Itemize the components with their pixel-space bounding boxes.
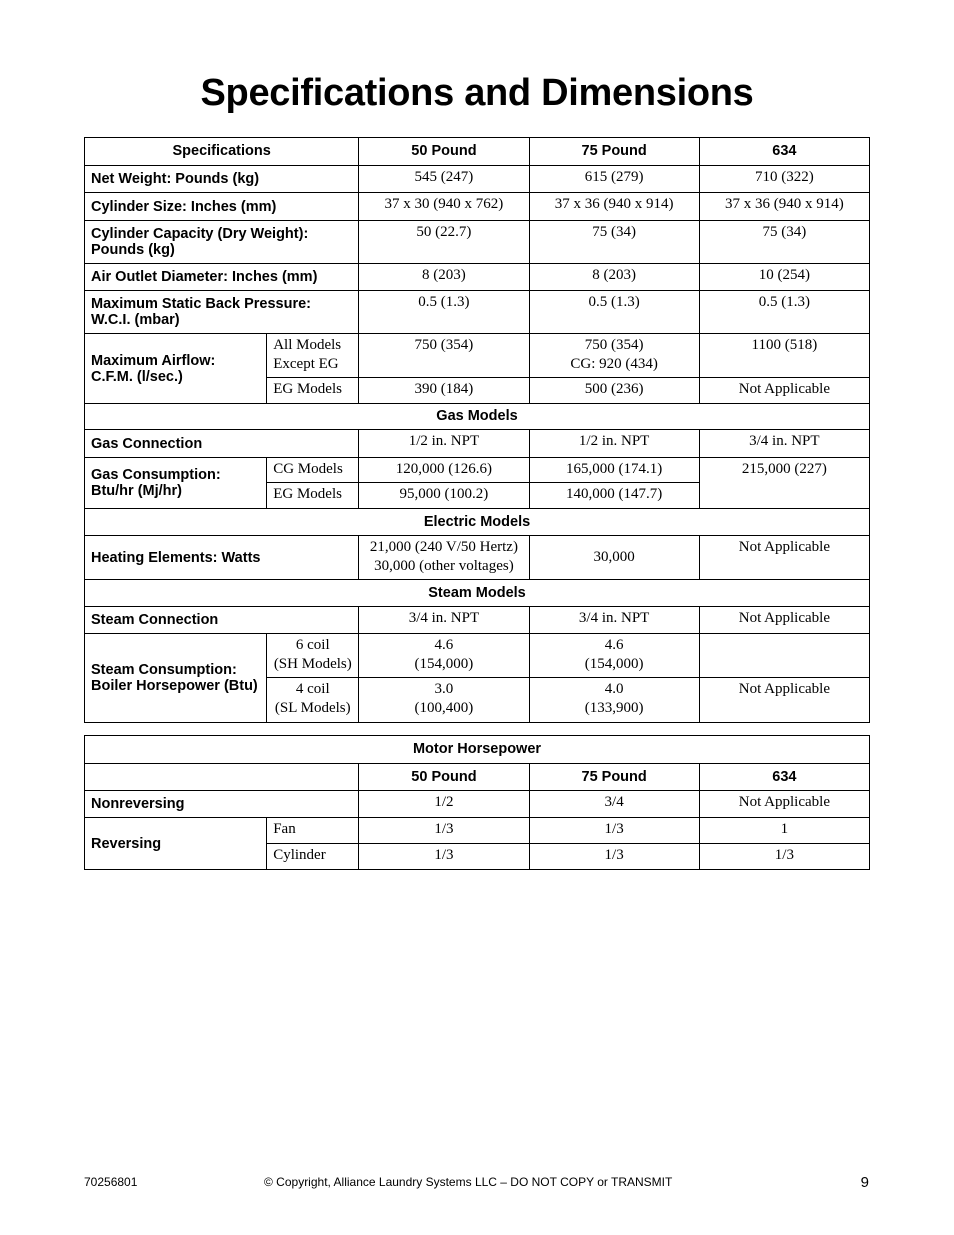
header-634: 634 [699, 138, 869, 166]
cell-line: 4.6 [434, 637, 454, 653]
cell-value: 10 (254) [699, 264, 869, 291]
cell-value: 1/2 in. NPT [529, 430, 699, 458]
specifications-table [84, 137, 870, 723]
cell-value: 37 x 36 (940 x 914) [529, 193, 699, 221]
sub-label [267, 334, 359, 378]
motor-horsepower-table [84, 735, 870, 870]
table-row [85, 334, 870, 378]
cell-value [359, 678, 529, 723]
cell-value [529, 634, 699, 678]
cell-line: (154,000) [414, 656, 474, 672]
header-specifications: Specifications [85, 138, 359, 166]
table-row [85, 430, 870, 458]
cell-line: 4.0 [604, 681, 624, 697]
cell-value: 1/3 [529, 818, 699, 844]
cell-value: 120,000 (126.6) [359, 458, 529, 483]
section-row [85, 509, 870, 536]
row-label: Cylinder Size: Inches (mm) [85, 193, 359, 221]
cell-value: Not Applicable [699, 536, 869, 580]
footer-doc-number: 70256801 [84, 1175, 138, 1189]
cell-line: 3.0 [434, 681, 454, 697]
row-label: Reversing [85, 818, 267, 870]
section-row [85, 736, 870, 764]
table-row [85, 458, 870, 483]
row-label: Maximum Airflow: C.F.M. (l/sec.) [85, 334, 267, 404]
cell-value [359, 634, 529, 678]
cell-value: 615 (279) [529, 166, 699, 193]
table-row [85, 221, 870, 264]
section-heading-gas: Gas Models [85, 404, 870, 430]
cell-value: 37 x 30 (940 x 762) [359, 193, 529, 221]
cell-value: 140,000 (147.7) [529, 483, 699, 509]
table-row [85, 193, 870, 221]
cell-value: 3/4 [529, 791, 699, 818]
cell-value: 75 (34) [699, 221, 869, 264]
cell-value: 1/2 in. NPT [359, 430, 529, 458]
table-row [85, 536, 870, 580]
cell-value: 390 (184) [359, 378, 529, 404]
cell-value [699, 634, 869, 678]
sub-label: Cylinder [267, 844, 359, 870]
cell-value: 1 [699, 818, 869, 844]
sub-label-line: Except EG [273, 356, 339, 372]
table-header-row [85, 764, 870, 791]
cell-value [529, 678, 699, 723]
cell-value: 1100 (518) [699, 334, 869, 378]
cell-value: 750 (354) [359, 334, 529, 378]
row-label: Steam Consumption: Boiler Horsepower (Btu) [85, 634, 267, 723]
cell-value: Not Applicable [699, 607, 869, 634]
cell-line: (133,900) [584, 700, 644, 716]
cell-value: 1/3 [529, 844, 699, 870]
header-empty [85, 764, 359, 791]
cell-value: 1/3 [699, 844, 869, 870]
cell-line: 750 (354) [584, 337, 644, 353]
table-row [85, 291, 870, 334]
cell-value: 30,000 [529, 536, 699, 580]
row-label: Maximum Static Back Pressure: W.C.I. (mbar) [85, 291, 359, 334]
sub-label-line: (SH Models) [273, 656, 352, 672]
cell-line: 4.6 [604, 637, 624, 653]
cell-value: Not Applicable [699, 378, 869, 404]
cell-value: 3/4 in. NPT [529, 607, 699, 634]
cell-line: 21,000 (240 V/50 Hertz) [369, 539, 518, 555]
section-row [85, 404, 870, 430]
sub-label-line: (SL Models) [274, 700, 351, 716]
table-row [85, 264, 870, 291]
cell-value: 1/3 [359, 844, 529, 870]
cell-line: (100,400) [414, 700, 474, 716]
cell-value: 710 (322) [699, 166, 869, 193]
row-label: Air Outlet Diameter: Inches (mm) [85, 264, 359, 291]
cell-line: (154,000) [584, 656, 644, 672]
table-row [85, 791, 870, 818]
sub-label: EG Models [267, 378, 359, 404]
footer-copyright: © Copyright, Alliance Laundry Systems LLC – DO NOT COPY or TRANSMIT [264, 1175, 673, 1189]
sub-label [267, 678, 359, 723]
section-heading-steam: Steam Models [85, 580, 870, 607]
table-row [85, 818, 870, 844]
cell-value: 500 (236) [529, 378, 699, 404]
row-label: Steam Connection [85, 607, 359, 634]
table-header-row [85, 138, 870, 166]
header-50-pound: 50 Pound [359, 764, 529, 791]
page-title: Specifications and Dimensions [200, 72, 754, 114]
cell-value: 37 x 36 (940 x 914) [699, 193, 869, 221]
header-50-pound: 50 Pound [359, 138, 529, 166]
header-75-pound: 75 Pound [529, 764, 699, 791]
sub-label: CG Models [267, 458, 359, 483]
header-75-pound: 75 Pound [529, 138, 699, 166]
cell-value: 95,000 (100.2) [359, 483, 529, 509]
cell-value: 1/3 [359, 818, 529, 844]
row-label: Gas Consumption: Btu/hr (Mj/hr) [85, 458, 267, 509]
sub-label: Fan [267, 818, 359, 844]
section-heading-electric: Electric Models [85, 509, 870, 536]
cell-line: CG: 920 (434) [570, 356, 658, 372]
cell-value: Not Applicable [699, 678, 869, 723]
cell-value: 1/2 [359, 791, 529, 818]
cell-value: 0.5 (1.3) [529, 291, 699, 334]
cell-value: 215,000 (227) [699, 458, 869, 509]
row-label: Heating Elements: Watts [85, 536, 359, 580]
cell-value: 165,000 (174.1) [529, 458, 699, 483]
cell-line: 30,000 (other voltages) [374, 558, 514, 574]
motor-table-title: Motor Horsepower [85, 736, 870, 764]
cell-value [529, 334, 699, 378]
cell-value: 3/4 in. NPT [699, 430, 869, 458]
sub-label: EG Models [267, 483, 359, 509]
sub-label-line: All Models [273, 337, 342, 353]
row-label: Gas Connection [85, 430, 359, 458]
cell-value: 50 (22.7) [359, 221, 529, 264]
sub-label [267, 634, 359, 678]
table-row [85, 607, 870, 634]
row-label: Cylinder Capacity (Dry Weight): Pounds (kg) [85, 221, 359, 264]
cell-value: 0.5 (1.3) [699, 291, 869, 334]
cell-value: Not Applicable [699, 791, 869, 818]
row-label: Nonreversing [85, 791, 359, 818]
cell-value: 0.5 (1.3) [359, 291, 529, 334]
sub-label-line: 4 coil [295, 681, 330, 697]
row-label: Net Weight: Pounds (kg) [85, 166, 359, 193]
cell-value [359, 536, 529, 580]
cell-value: 8 (203) [359, 264, 529, 291]
table-row [85, 166, 870, 193]
table-row [85, 634, 870, 678]
cell-value: 75 (34) [529, 221, 699, 264]
section-row [85, 580, 870, 607]
sub-label-line: 6 coil [295, 637, 330, 653]
footer-page-number: 9 [860, 1174, 869, 1191]
cell-value: 3/4 in. NPT [359, 607, 529, 634]
header-634: 634 [699, 764, 869, 791]
cell-value: 8 (203) [529, 264, 699, 291]
cell-value: 545 (247) [359, 166, 529, 193]
